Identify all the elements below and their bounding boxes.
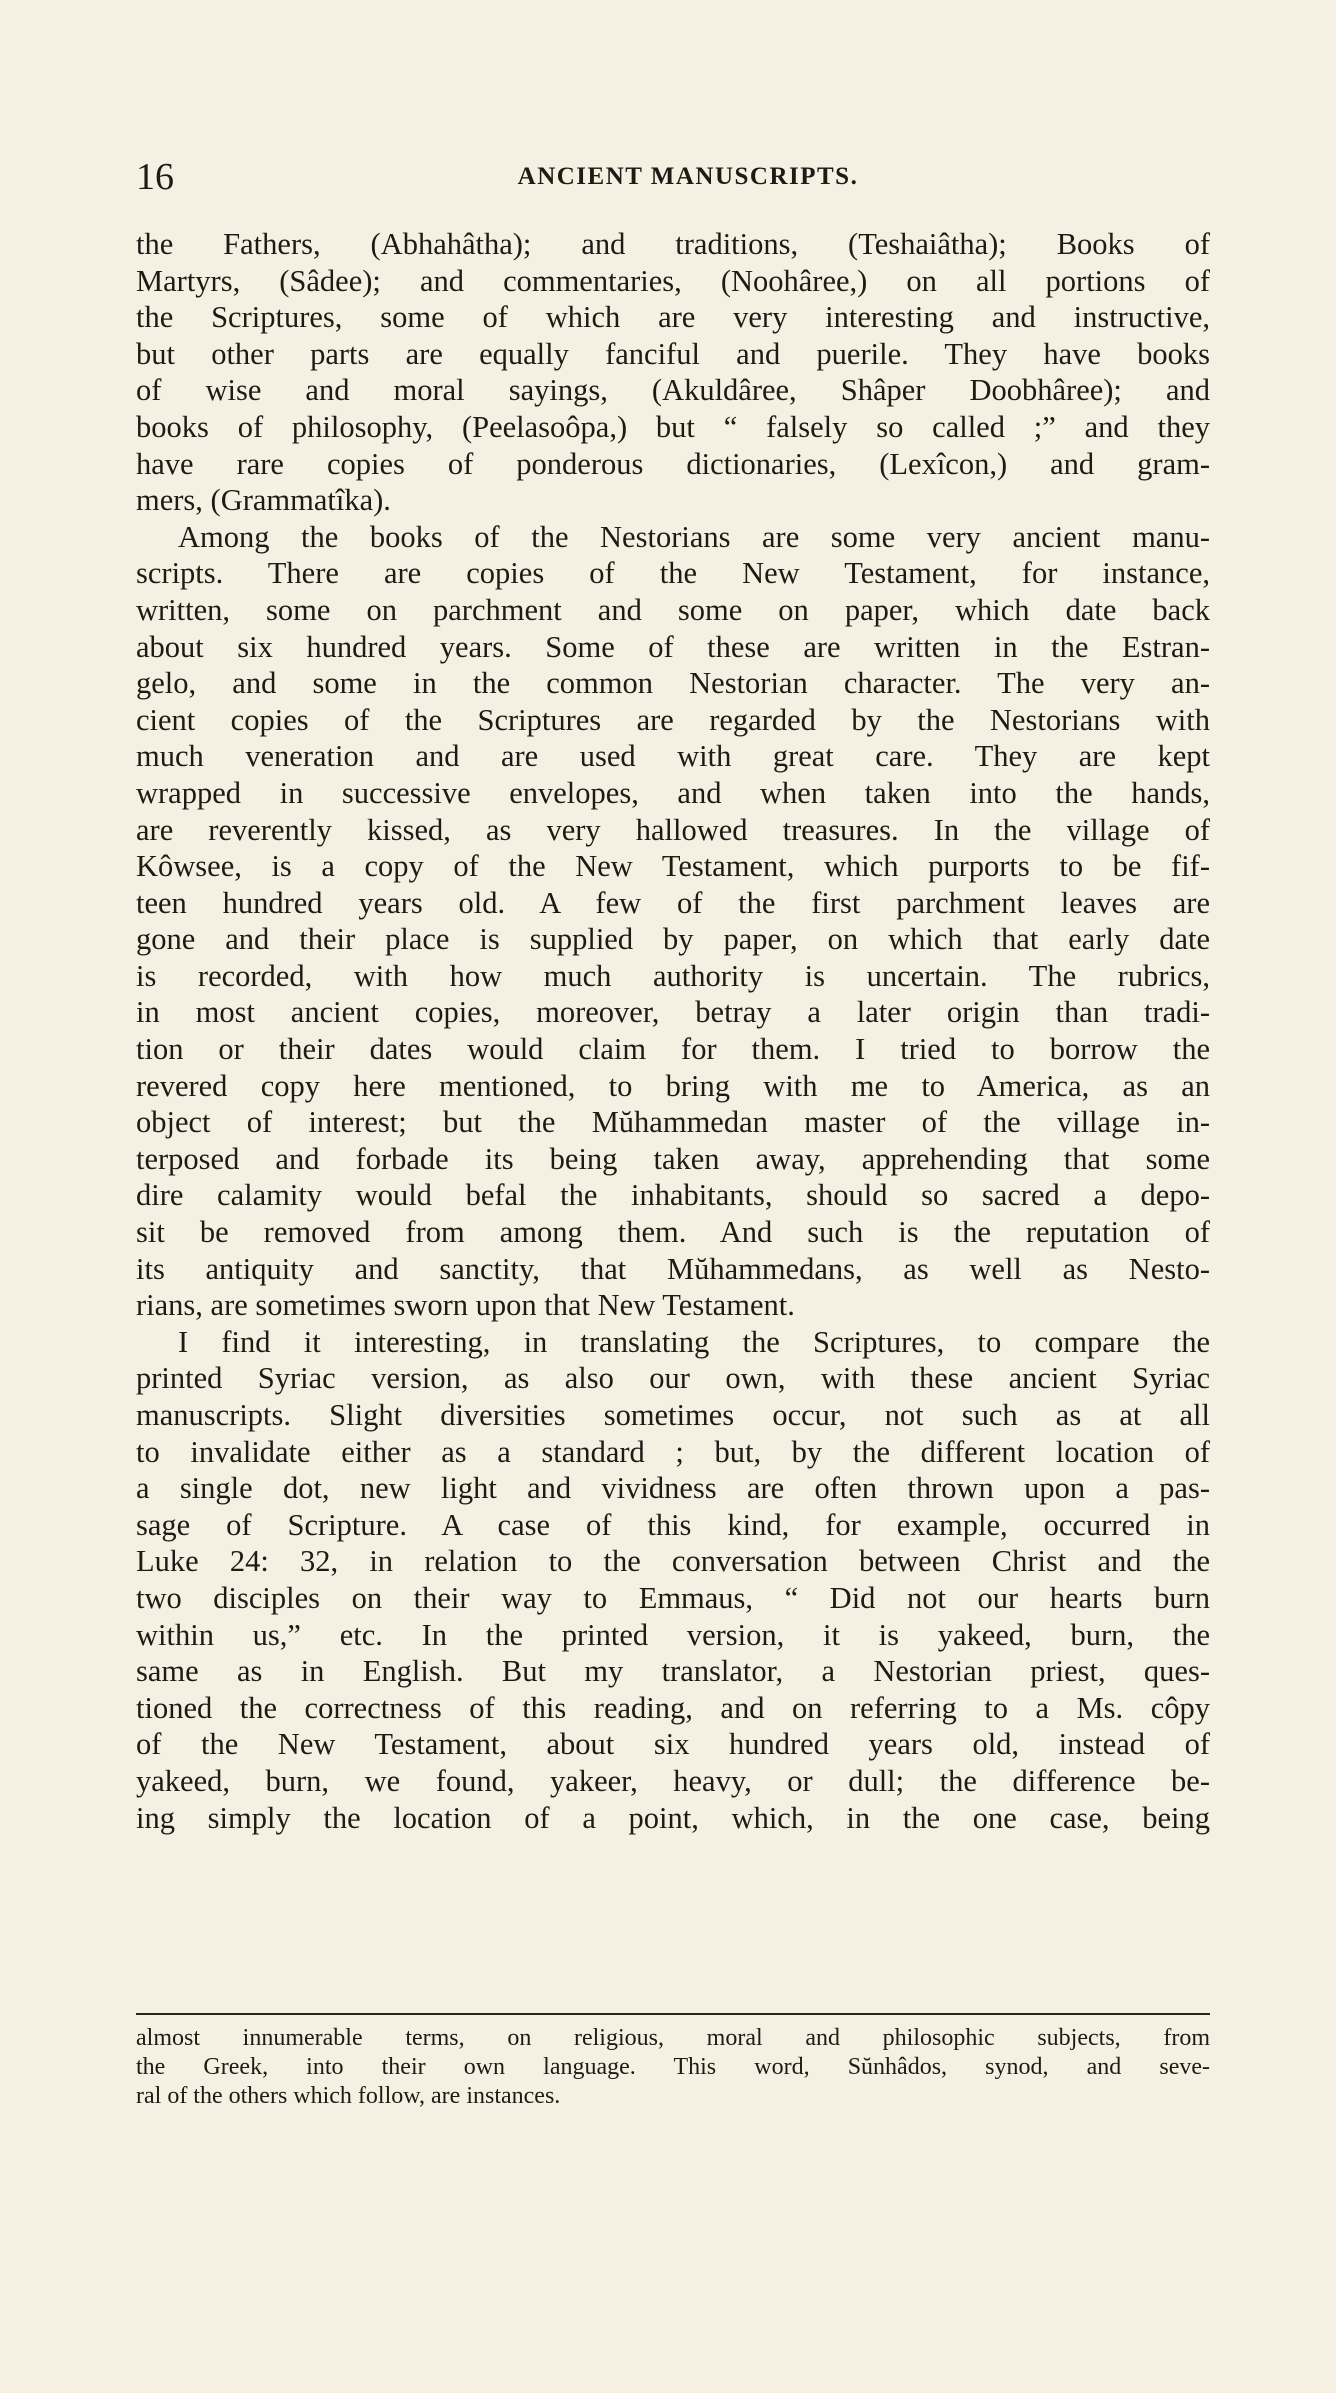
body-line: to invalidate either as a standard ; but, by the different location of bbox=[136, 1434, 1210, 1469]
body-line: Martyrs, (Sâdee); and commentaries, (Noohâree,) on all portions of bbox=[136, 263, 1210, 298]
body-line: gelo, and some in the common Nestorian character. The very an- bbox=[136, 666, 1210, 701]
page-header bbox=[136, 155, 1210, 199]
body-line: printed Syriac version, as also our own, with these ancient Syriac bbox=[136, 1361, 1210, 1396]
body-line: sage of Scripture. A case of this kind, for example, occurred in bbox=[136, 1507, 1210, 1542]
page-number: 16 bbox=[136, 156, 174, 198]
body-line: Luke 24: 32, in relation to the conversation between Christ and the bbox=[136, 1544, 1210, 1579]
body-line: Kôwsee, is a copy of the New Testament, which purports to be fif- bbox=[136, 849, 1210, 884]
body-line: written, some on parchment and some on paper, which date back bbox=[136, 592, 1210, 627]
body-line: teen hundred years old. A few of the first parchment leaves are bbox=[136, 885, 1210, 920]
body-line: mers, (Grammatîka). bbox=[136, 483, 391, 518]
paragraph-start: I find it interesting, in translating the Scriptures, to compare the bbox=[178, 1324, 1210, 1359]
footnote-rule bbox=[136, 2013, 1210, 2015]
footnote-line: ral of the others which follow, are instances. bbox=[136, 2083, 561, 2109]
body-line: its antiquity and sanctity, that Mŭhammedans, as well as Nesto- bbox=[136, 1251, 1210, 1286]
body-line: same as in English. But my translator, a Nestorian priest, ques- bbox=[136, 1654, 1210, 1689]
body-line: but other parts are equally fanciful and puerile. They have books bbox=[136, 336, 1210, 371]
body-line: yakeed, burn, we found, yakeer, heavy, or dull; the difference be- bbox=[136, 1763, 1210, 1798]
body-line: books of philosophy, (Peelasoôpa,) but “ falsely so called ;” and they bbox=[136, 409, 1210, 444]
footnote-line: almost innumerable terms, on religious, moral and philosophic subjects, from bbox=[136, 2025, 1210, 2051]
body-line: terposed and forbade its being taken away, apprehending that some bbox=[136, 1141, 1210, 1176]
body-line: much veneration and are used with great care. They are kept bbox=[136, 739, 1210, 774]
body-line: tioned the correctness of this reading, and on referring to a Ms. côpy bbox=[136, 1690, 1210, 1725]
body-line: gone and their place is supplied by paper, on which that early date bbox=[136, 922, 1210, 957]
running-head: ANCIENT MANUSCRIPTS. bbox=[517, 163, 859, 190]
body-line: the Scriptures, some of which are very interesting and instructive, bbox=[136, 300, 1210, 335]
body-line: ing simply the location of a point, which, in the one case, being bbox=[136, 1800, 1210, 1835]
body-line: manuscripts. Slight diversities sometimes occur, not such as at all bbox=[136, 1398, 1210, 1432]
body-line: within us,” etc. In the printed version, it is yakeed, burn, the bbox=[136, 1617, 1210, 1652]
body-line: is recorded, with how much authority is uncertain. The rubrics, bbox=[136, 958, 1210, 993]
body-line: of the New Testament, about six hundred years old, instead of bbox=[136, 1727, 1210, 1762]
body-line: tion or their dates would claim for them. I tried to borrow the bbox=[136, 1032, 1210, 1067]
body-line: scripts. There are copies of the New Testament, for instance, bbox=[136, 556, 1210, 591]
body-line: dire calamity would befal the inhabitants, should so sacred a depo- bbox=[136, 1178, 1210, 1213]
footnote-line: the Greek, into their own language. This word, Sŭnhâdos, synod, and seve- bbox=[136, 2054, 1210, 2080]
body-line: rians, are sometimes sworn upon that New Testament. bbox=[136, 1288, 795, 1323]
body-line: two disciples on their way to Emmaus, “ Did not our hearts burn bbox=[136, 1580, 1210, 1615]
body-line: of wise and moral sayings, (Akuldâree, Shâper Doobhâree); and bbox=[136, 373, 1210, 408]
body-line: have rare copies of ponderous dictionaries, (Lexîcon,) and gram- bbox=[136, 446, 1210, 481]
body-line: in most ancient copies, moreover, betray a later origin than tradi- bbox=[136, 995, 1210, 1030]
body-line: about six hundred years. Some of these are written in the Estran- bbox=[136, 629, 1210, 664]
body-line: cient copies of the Scriptures are regarded by the Nestorians with bbox=[136, 702, 1210, 737]
body-text bbox=[136, 226, 1210, 1836]
body-line: are reverently kissed, as very hallowed treasures. In the village of bbox=[136, 812, 1210, 847]
footnote bbox=[136, 2024, 1210, 2111]
body-line: object of interest; but the Mŭhammedan master of the village in- bbox=[136, 1105, 1210, 1140]
body-line: the Fathers, (Abhahâtha); and traditions, (Teshaiâtha); Books of bbox=[136, 227, 1210, 261]
paragraph-start: Among the books of the Nestorians are some very ancient manu- bbox=[178, 519, 1210, 554]
body-line: revered copy here mentioned, to bring with me to America, as an bbox=[136, 1068, 1210, 1103]
body-line: a single dot, new light and vividness are often thrown upon a pas- bbox=[136, 1471, 1210, 1506]
body-line: wrapped in successive envelopes, and when taken into the hands, bbox=[136, 775, 1210, 810]
body-line: sit be removed from among them. And such is the reputation of bbox=[136, 1215, 1210, 1250]
